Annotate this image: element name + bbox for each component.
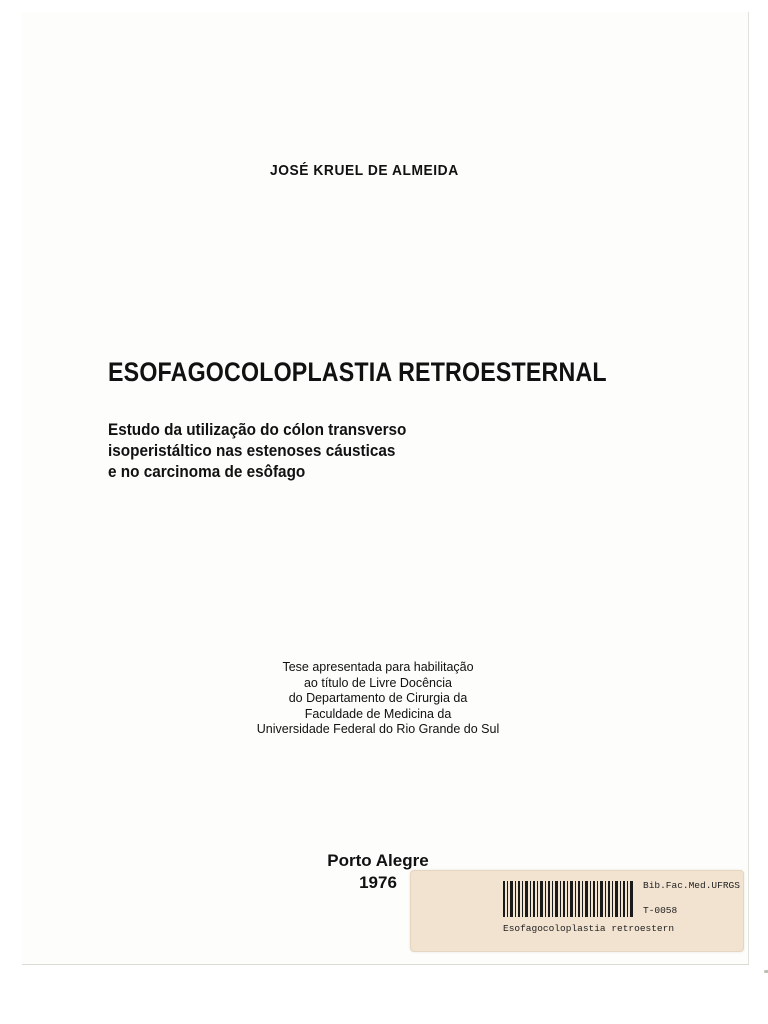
call-number: T-0058	[643, 905, 678, 916]
document-subtitle	[108, 419, 406, 482]
label-book-title: Esofagocoloplastia retroestern	[503, 923, 675, 934]
library-label	[410, 870, 744, 952]
subtitle-line: e no carcinoma de esôfago	[108, 462, 306, 481]
thesis-line: Faculdade de Medicina da	[304, 706, 452, 721]
library-name: Bib.Fac.Med.UFRGS	[643, 880, 740, 891]
publication-year: 1976	[359, 873, 397, 892]
thesis-line: do Departamento de Cirurgia da	[288, 691, 468, 705]
subtitle-line: Estudo da utilização do cólon transverso	[108, 420, 407, 439]
document-title: ESOFAGOCOLOPLASTIA RETROESTERNAL	[108, 357, 607, 387]
thesis-line: ao título de Livre Docência	[303, 675, 452, 690]
thesis-statement	[218, 660, 538, 738]
author-name: JOSÉ KRUEL DE ALMEIDA	[270, 162, 459, 179]
scan-artifact	[764, 970, 768, 973]
city-name: Porto Alegre	[327, 851, 429, 870]
subtitle-line: isoperistáltico nas estenoses cáusticas	[108, 441, 396, 460]
document-page	[22, 12, 749, 965]
thesis-line: Tese apresentada para habilitação	[282, 660, 474, 674]
thesis-line: Universidade Federal do Rio Grande do Sul	[256, 722, 500, 736]
barcode-icon	[503, 881, 635, 917]
